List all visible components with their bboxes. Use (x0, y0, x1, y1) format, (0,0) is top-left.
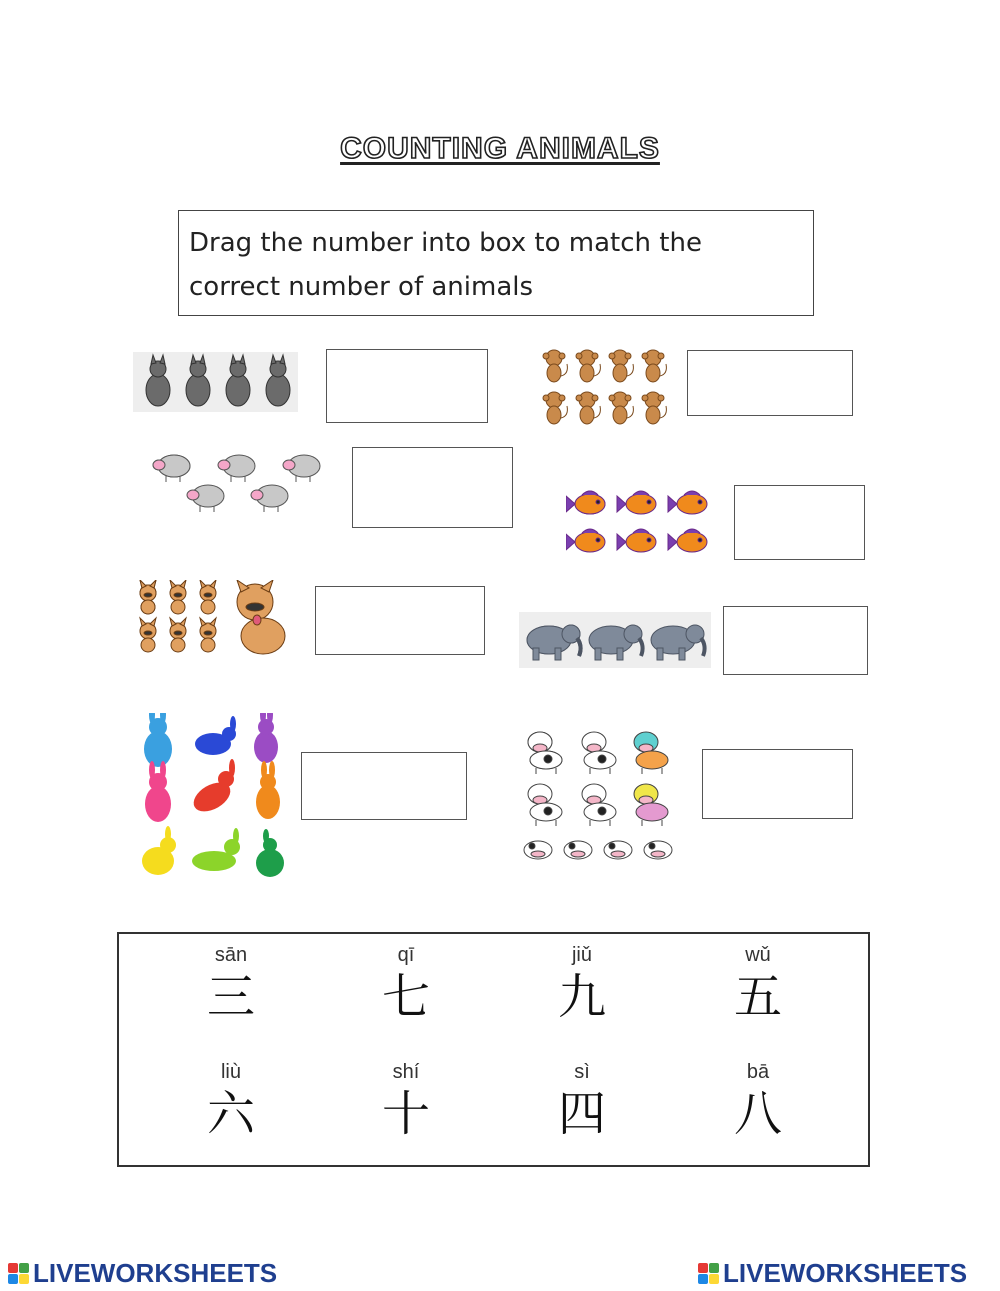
dogs-image (133, 580, 293, 658)
rabbits-image (136, 713, 291, 883)
fish-image (566, 488, 716, 560)
liveworksheets-logo-icon (8, 1263, 29, 1284)
hanzi-character: 八 (733, 1086, 782, 1142)
answer-box-elephants[interactable] (723, 606, 868, 675)
hanzi-character: 五 (733, 969, 782, 1025)
hanzi-character: 十 (381, 1086, 430, 1142)
elephants-image (519, 612, 711, 668)
logo-square (8, 1274, 18, 1284)
number-card-ba[interactable] (698, 1061, 818, 1143)
pinyin-label: wǔ (745, 944, 771, 966)
instruction-line-2: correct number of animals (189, 272, 534, 302)
logo-square (698, 1274, 708, 1284)
number-card-jiu[interactable] (522, 944, 642, 1026)
answer-box-fish[interactable] (734, 485, 865, 560)
instruction-line-1: Drag the number into box to match the (189, 228, 702, 258)
brand-text: LIVEWORKSHEETS (723, 1257, 968, 1288)
hanzi-character: 四 (557, 1086, 606, 1142)
pinyin-label: bā (746, 1061, 770, 1083)
answer-box-dogs[interactable] (315, 586, 485, 655)
hanzi-character: 九 (557, 969, 606, 1025)
pinyin-label: shí (392, 1061, 420, 1083)
cows-image (518, 730, 688, 865)
footer-brand-right (698, 1258, 967, 1288)
sheep-image (152, 450, 327, 515)
logo-square (19, 1263, 29, 1273)
number-card-san[interactable] (171, 944, 291, 1026)
pinyin-label: liù (220, 1061, 241, 1083)
logo-square (709, 1263, 719, 1273)
logo-square (709, 1274, 719, 1284)
pinyin-label: sì (574, 1061, 590, 1083)
pinyin-label: sān (214, 944, 248, 966)
number-card-si[interactable] (522, 1061, 642, 1143)
number-bank (117, 932, 870, 1167)
hanzi-character: 三 (206, 969, 255, 1025)
pinyin-label: qī (397, 944, 415, 966)
logo-square (19, 1274, 29, 1284)
number-card-qi[interactable] (346, 944, 466, 1026)
number-card-wu[interactable] (698, 944, 818, 1026)
logo-square (8, 1263, 18, 1273)
footer-brand-left (8, 1258, 277, 1288)
monkeys-image (538, 346, 673, 428)
answer-box-monkeys[interactable] (687, 350, 853, 416)
page-title: COUNTING ANIMALS (340, 132, 660, 165)
answer-box-rabbits[interactable] (301, 752, 467, 820)
answer-box-cows[interactable] (702, 749, 853, 819)
number-card-shi[interactable] (346, 1061, 466, 1143)
brand-text: LIVEWORKSHEETS (33, 1257, 278, 1288)
number-card-liu[interactable] (171, 1061, 291, 1143)
hanzi-character: 六 (206, 1086, 255, 1142)
liveworksheets-logo-icon (698, 1263, 719, 1284)
hanzi-character: 七 (381, 969, 430, 1025)
logo-square (698, 1263, 708, 1273)
answer-box-sheep[interactable] (352, 447, 513, 528)
cats-image (133, 352, 298, 412)
pinyin-label: jiǔ (571, 944, 592, 966)
instruction-box (178, 210, 814, 316)
answer-box-cats[interactable] (326, 349, 488, 423)
